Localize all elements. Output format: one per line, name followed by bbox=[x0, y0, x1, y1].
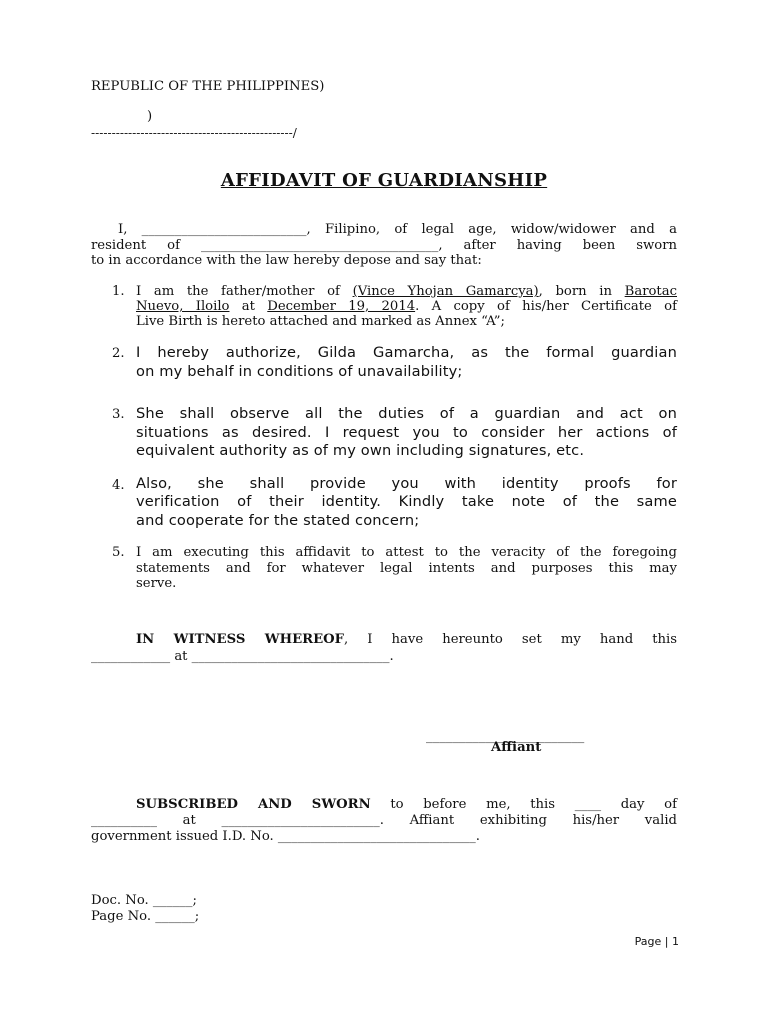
witness-heading: IN WITNESS WHEREOF bbox=[136, 632, 344, 647]
witness-line-2: ____________ at ______________________________. bbox=[91, 649, 394, 664]
item-number: 1. bbox=[112, 284, 125, 299]
child-name: (Vince Yhojan Gamarcya) bbox=[352, 284, 539, 299]
item-4-line-3: and cooperate for the stated concern; bbox=[136, 512, 420, 529]
item-1-line-3: Live Birth is hereto attached and marked as Annex “A”; bbox=[136, 314, 505, 329]
page-footer: Page | 1 bbox=[634, 935, 679, 948]
item-3-line-2: situations as desired. I request you to consider her actions of bbox=[136, 424, 677, 441]
item-5-line-2: statements and for whatever legal intents and purposes this may bbox=[136, 561, 677, 576]
sworn-line-2: __________ at ________________________. Affiant exhibiting his/her valid bbox=[91, 813, 677, 828]
republic-line: REPUBLIC OF THE PHILIPPINES) bbox=[91, 79, 325, 94]
item-3-line-1: She shall observe all the duties of a guardian and act on bbox=[136, 405, 677, 422]
birth-date: December 19, 2014 bbox=[267, 299, 416, 314]
item-number: 3. bbox=[112, 407, 125, 422]
doc-number: Doc. No. ______; bbox=[91, 893, 197, 908]
page-number-line: Page No. ______; bbox=[91, 909, 200, 924]
sworn-line-3: government issued I.D. No. ______________________________. bbox=[91, 829, 480, 844]
item-3-line-3: equivalent authority as of my own including signatures, etc. bbox=[136, 442, 585, 459]
item-number: 4. bbox=[112, 478, 125, 493]
item-2-line-2: on my behalf in conditions of unavailability; bbox=[136, 363, 463, 380]
sworn-line-1: SUBSCRIBED AND SWORN to before me, this ____ day of bbox=[136, 797, 677, 812]
sworn-heading: SUBSCRIBED AND SWORN bbox=[136, 797, 371, 812]
witness-line-1: IN WITNESS WHEREOF, I have hereunto set my hand this bbox=[136, 632, 677, 647]
item-4-line-1: Also, she shall provide you with identity proofs for bbox=[136, 475, 677, 492]
header-dashes: -------------------------------------------------/ bbox=[91, 126, 297, 140]
item-2-line-1: I hereby authorize, Gilda Gamarcha, as the formal guardian bbox=[136, 344, 677, 361]
affiant-label: Affiant bbox=[491, 740, 542, 755]
item-number: 5. bbox=[112, 545, 125, 560]
birthplace-part-1: Barotac bbox=[624, 284, 677, 299]
header-paren: ) bbox=[147, 109, 153, 124]
item-5-line-1: I am executing this affidavit to attest to the veracity of the foregoing bbox=[136, 545, 677, 560]
intro-line-1: I, _________________________, Filipino, of legal age, widow/widower and a bbox=[118, 222, 677, 237]
item-5-line-3: serve. bbox=[136, 576, 177, 591]
item-number: 2. bbox=[112, 346, 125, 361]
item-1-line-1: I am the father/mother of (Vince Yhojan Gamarcya), born in Barotac bbox=[136, 284, 677, 299]
affiant-signature-line: ________________________ bbox=[426, 729, 585, 744]
item-1-line-2: Nuevo, Iloilo at December 19, 2014. A copy of his/her Certificate of bbox=[136, 299, 677, 314]
intro-line-3: to in accordance with the law hereby depose and say that: bbox=[91, 253, 482, 268]
item-4-line-2: verification of their identity. Kindly take note of the same bbox=[136, 493, 677, 510]
page-title: AFFIDAVIT OF GUARDIANSHIP bbox=[220, 170, 548, 191]
birthplace-part-2: Nuevo, Iloilo bbox=[136, 299, 230, 314]
intro-line-2: resident of ____________________________________, after having been sworn bbox=[91, 238, 677, 253]
